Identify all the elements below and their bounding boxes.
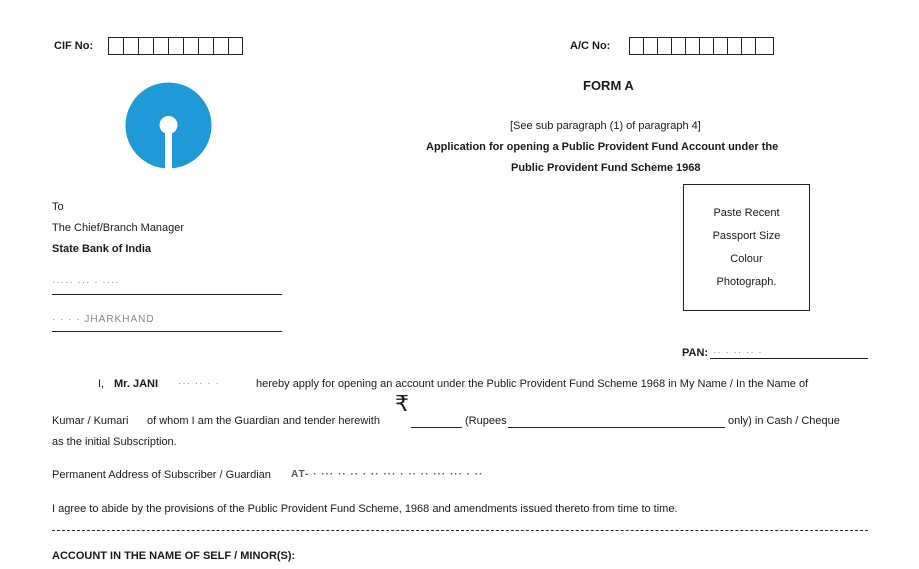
address-to: To (52, 201, 64, 213)
applicant-pronoun: I, (98, 378, 105, 390)
kumar-kumari-label: Kumar / Kumari (52, 415, 129, 427)
initial-subscription-text: as the initial Subscription. (52, 436, 177, 448)
applicant-name-redacted: ··· ·· · · (178, 378, 220, 389)
applicant-name: Mr. JANI (114, 378, 159, 390)
account-section-title: ACCOUNT IN THE NAME OF SELF / MINOR(S): (52, 550, 296, 562)
account-number-boxes[interactable] (629, 37, 774, 55)
photo-box-line-2: Passport Size (712, 229, 781, 242)
pan-rule (710, 358, 868, 359)
form-subtitle-application: Application for opening a Public Provident Fund Account under the (426, 141, 779, 153)
address-recipient: The Chief/Branch Manager (52, 222, 185, 234)
permanent-address-value-redacted: AT- · ··· ·· ·· · ·· ··· · ·· ·· ··· ··· · ·· (291, 469, 484, 480)
permanent-address-label: Permanent Address of Subscriber / Guardian (52, 469, 271, 481)
agreement-statement: I agree to abide by the provisions of the Public Provident Fund Scheme, 1968 and amendments issued thereto from time to time. (52, 503, 678, 515)
rupees-in-words-blank[interactable] (508, 427, 725, 428)
cif-number-boxes[interactable] (108, 37, 243, 55)
rupees-label: (Rupees (465, 415, 507, 427)
form-subtitle-scheme: Public Provident Fund Scheme 1968 (511, 162, 701, 174)
pan-value-redacted: ·· · ·· ·· · (713, 347, 763, 358)
section-divider (52, 530, 868, 531)
address-line-1-redacted: ····· ··· · ···· (52, 277, 120, 288)
photo-box-line-3: Colour (730, 252, 763, 265)
account-number-label: A/C No: (570, 40, 611, 52)
photo-box-line-1: Paste Recent (713, 206, 780, 219)
form-title: FORM A (583, 78, 634, 93)
pan-label: PAN: (682, 347, 709, 359)
amount-blank[interactable] (411, 427, 462, 428)
application-statement: hereby apply for opening an account under the Public Provident Fund Scheme 1968 in My Name / In the Name of (256, 378, 809, 390)
form-subtitle-reference: [See sub paragraph (1) of paragraph 4] (510, 120, 701, 132)
address-line-2-rule (52, 331, 282, 332)
photo-box[interactable] (683, 184, 810, 311)
address-line-2-redacted: · · · · JHARKHAND (52, 314, 155, 325)
photo-box-line-4: Photograph. (716, 275, 777, 288)
payment-mode-text: only) in Cash / Cheque (728, 415, 840, 427)
address-line-1-rule (52, 294, 282, 295)
address-bank-name: State Bank of India (52, 243, 152, 255)
guardian-statement: of whom I am the Guardian and tender herewith (147, 415, 380, 427)
sbi-logo (125, 82, 212, 169)
cif-label: CIF No: (54, 40, 94, 52)
rupee-icon: ₹ (395, 392, 409, 417)
